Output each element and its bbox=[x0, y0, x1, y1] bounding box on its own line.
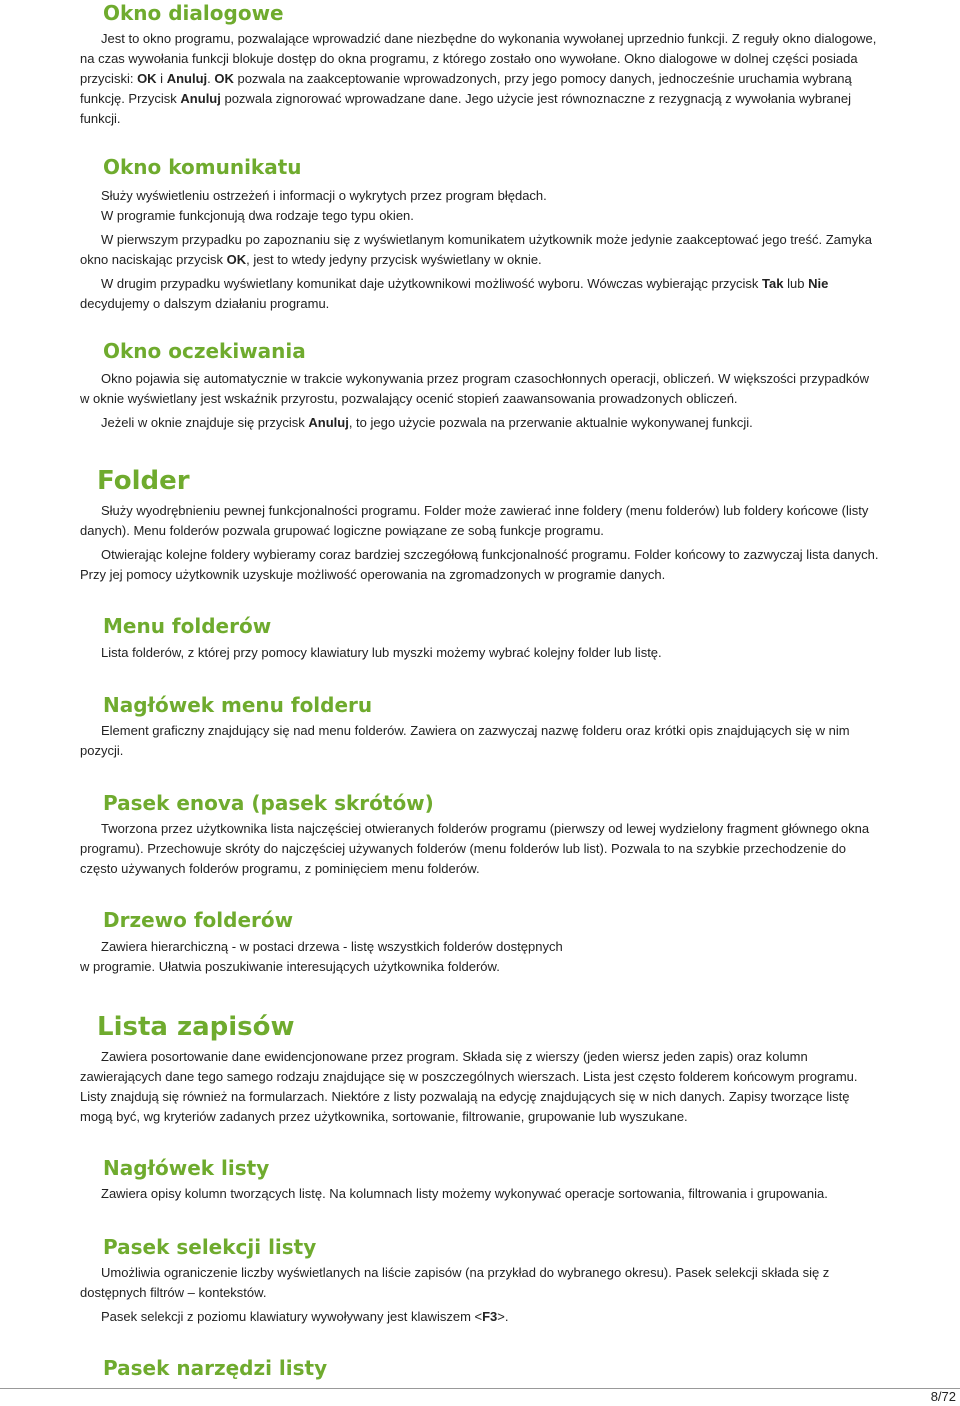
paragraph: Tworzona przez użytkownika lista najczęściej otwieranych folderów programu (pierwszy od lewej wydzielony fragment głównego okna programu). Przechowuje skróty do najczęściej używanych folderów (menu folderów lub list). Pozwala to na szybkie przechodzenie do często używanych folderów programu, z pominięciem menu folderów. bbox=[80, 821, 870, 876]
paragraph: Otwierając kolejne foldery wybieramy coraz bardziej szczegółową funkcjonalność programu. Folder końcowy to zazwyczaj lista danych. Przy jej pomocy użytkownik uzyskuje możliwość operowania na zgromadzonych w programie danych. bbox=[80, 547, 879, 582]
heading-folder: Folder bbox=[97, 466, 190, 496]
section-pasek-enova bbox=[80, 790, 880, 879]
section-drzewo-folderow bbox=[80, 907, 880, 977]
paragraph: Służy wyodrębnieniu pewnej funkcjonalności programu. Folder może zawierać inne foldery (menu folderów) lub foldery końcowe (listy danych). Menu folderów pozwala grupować logiczne powiązane ze sobą funkcje programu. bbox=[80, 503, 869, 538]
paragraph: Umożliwia ograniczenie liczby wyświetlanych na liście zapisów (na przykład do wybranego okresu). Pasek selekcji składa się z dostępnych filtrów – kontekstów. bbox=[80, 1265, 830, 1300]
paragraph: Zawiera posortowanie dane ewidencjonowane przez program. Składa się z wierszy (jeden wiersz jeden zapis) oraz kolumn zawierających dane tego samego rodzaju znajdujące się w poszczególnych wierszach. Lista jest często folderem końcowym programu. Listy znajdują się również na formularzach. Niektóre z listy pozwalają na edycję znajdujących się w nich danych. Zapisy tworzące listę mogą być, wg kryteriów zadanych przez użytkownika, sortowanie, filtrowanie, grupowanie lub wyszukane. bbox=[80, 1049, 858, 1124]
heading-drzewo-folderow: Drzewo folderów bbox=[103, 908, 294, 932]
paragraph: W programie funkcjonują dwa rodzaje tego typu okien. bbox=[101, 208, 414, 223]
heading-lista-zapisow: Lista zapisów bbox=[97, 1012, 295, 1042]
paragraph: Element graficzny znajdujący się nad menu folderów. Zawiera on zazwyczaj nazwę folderu oraz krótki opis znajdujących się w nim pozycji. bbox=[80, 723, 850, 758]
section-lista-zapisow bbox=[80, 1011, 880, 1127]
heading-okno-oczekiwania: Okno oczekiwania bbox=[103, 339, 306, 363]
page-number: 8/72 bbox=[930, 1389, 956, 1404]
paragraph: W pierwszym przypadku po zapoznaniu się z wyświetlanym komunikatem użytkownik może jedynie zaakceptować jego treść. Zamyka okno naciskając przycisk OK, jest to wtedy jedyny przycisk wyświetlany w oknie. bbox=[80, 232, 872, 267]
heading-pasek-enova: Pasek enova (pasek skrótów) bbox=[103, 791, 434, 815]
paragraph: Zawiera opisy kolumn tworzących listę. Na kolumnach listy możemy wykonywać operacje sortowania, filtrowania i grupowania. bbox=[101, 1186, 828, 1201]
paragraph: W drugim przypadku wyświetlany komunikat daje użytkownikowi możliwość wyboru. Wówczas wybierając przycisk Tak lub Nie decydujemy o dalszym działaniu programu. bbox=[80, 276, 829, 311]
section-okno-dialogowe bbox=[80, 0, 880, 129]
footer-divider bbox=[0, 1388, 960, 1389]
section-folder bbox=[80, 465, 880, 585]
paragraph: Pasek selekcji z poziomu klawiatury wywoływany jest klawiszem <F3>. bbox=[101, 1309, 509, 1324]
section-menu-folderow bbox=[80, 613, 880, 663]
section-okno-oczekiwania bbox=[80, 338, 880, 433]
section-pasek-selekcji-listy bbox=[80, 1234, 880, 1327]
paragraph: Okno pojawia się automatycznie w trakcie wykonywania przez program czasochłonnych operacji, obliczeń. W większości przypadków w oknie wyświetlany jest wskaźnik przyrostu, pozwalający ocenić stopień zaawansowania prowadzonych obliczeń. bbox=[80, 371, 870, 406]
paragraph: Służy wyświetleniu ostrzeżeń i informacji o wykrytych przez program błędach. bbox=[101, 188, 547, 203]
heading-pasek-selekcji-listy: Pasek selekcji listy bbox=[103, 1235, 317, 1259]
section-naglowek-menu-folderu bbox=[80, 692, 880, 761]
paragraph: Lista folderów, z której przy pomocy klawiatury lub myszki możemy wybrać kolejny folder lub listę. bbox=[101, 645, 662, 660]
paragraph: Zawiera hierarchiczną - w postaci drzewa - listę wszystkich folderów dostępnych bbox=[101, 939, 563, 954]
paragraph: Jest to okno programu, pozwalające wprowadzić dane niezbędne do wykonania wywołanej uprzednio funkcji. Z reguły okno dialogowe, na czas wywołania funkcji blokuje dostęp do okna programu, z którego zostało ono wywołane. Okno dialogowe w dolnej części posiada przyciski: OK i Anuluj. OK pozwala na zaakceptowanie wprowadzonych, przy jego pomocy danych, jednocześnie uruchamia wybraną funkcję. Przycisk Anuluj pozwala zignorować wprowadzane dane. Jego użycie jest równoznaczne z rezygnacją z wywołania wybranej funkcji. bbox=[80, 31, 877, 126]
heading-okno-dialogowe: Okno dialogowe bbox=[103, 1, 284, 25]
paragraph: w programie. Ułatwia poszukiwanie interesujących użytkownika folderów. bbox=[80, 959, 500, 974]
section-okno-komunikatu bbox=[80, 154, 880, 314]
heading-naglowek-listy: Nagłówek listy bbox=[103, 1156, 270, 1180]
heading-naglowek-menu-folderu: Nagłówek menu folderu bbox=[103, 693, 373, 717]
section-pasek-narzedzi-listy bbox=[80, 1355, 880, 1381]
heading-pasek-narzedzi-listy: Pasek narzędzi listy bbox=[103, 1356, 328, 1380]
paragraph: Jeżeli w oknie znajduje się przycisk Anuluj, to jego użycie pozwala na przerwanie aktualnie wykonywanej funkcji. bbox=[101, 415, 753, 430]
heading-menu-folderow: Menu folderów bbox=[103, 614, 272, 638]
heading-okno-komunikatu: Okno komunikatu bbox=[103, 155, 302, 179]
section-naglowek-listy bbox=[80, 1155, 880, 1204]
